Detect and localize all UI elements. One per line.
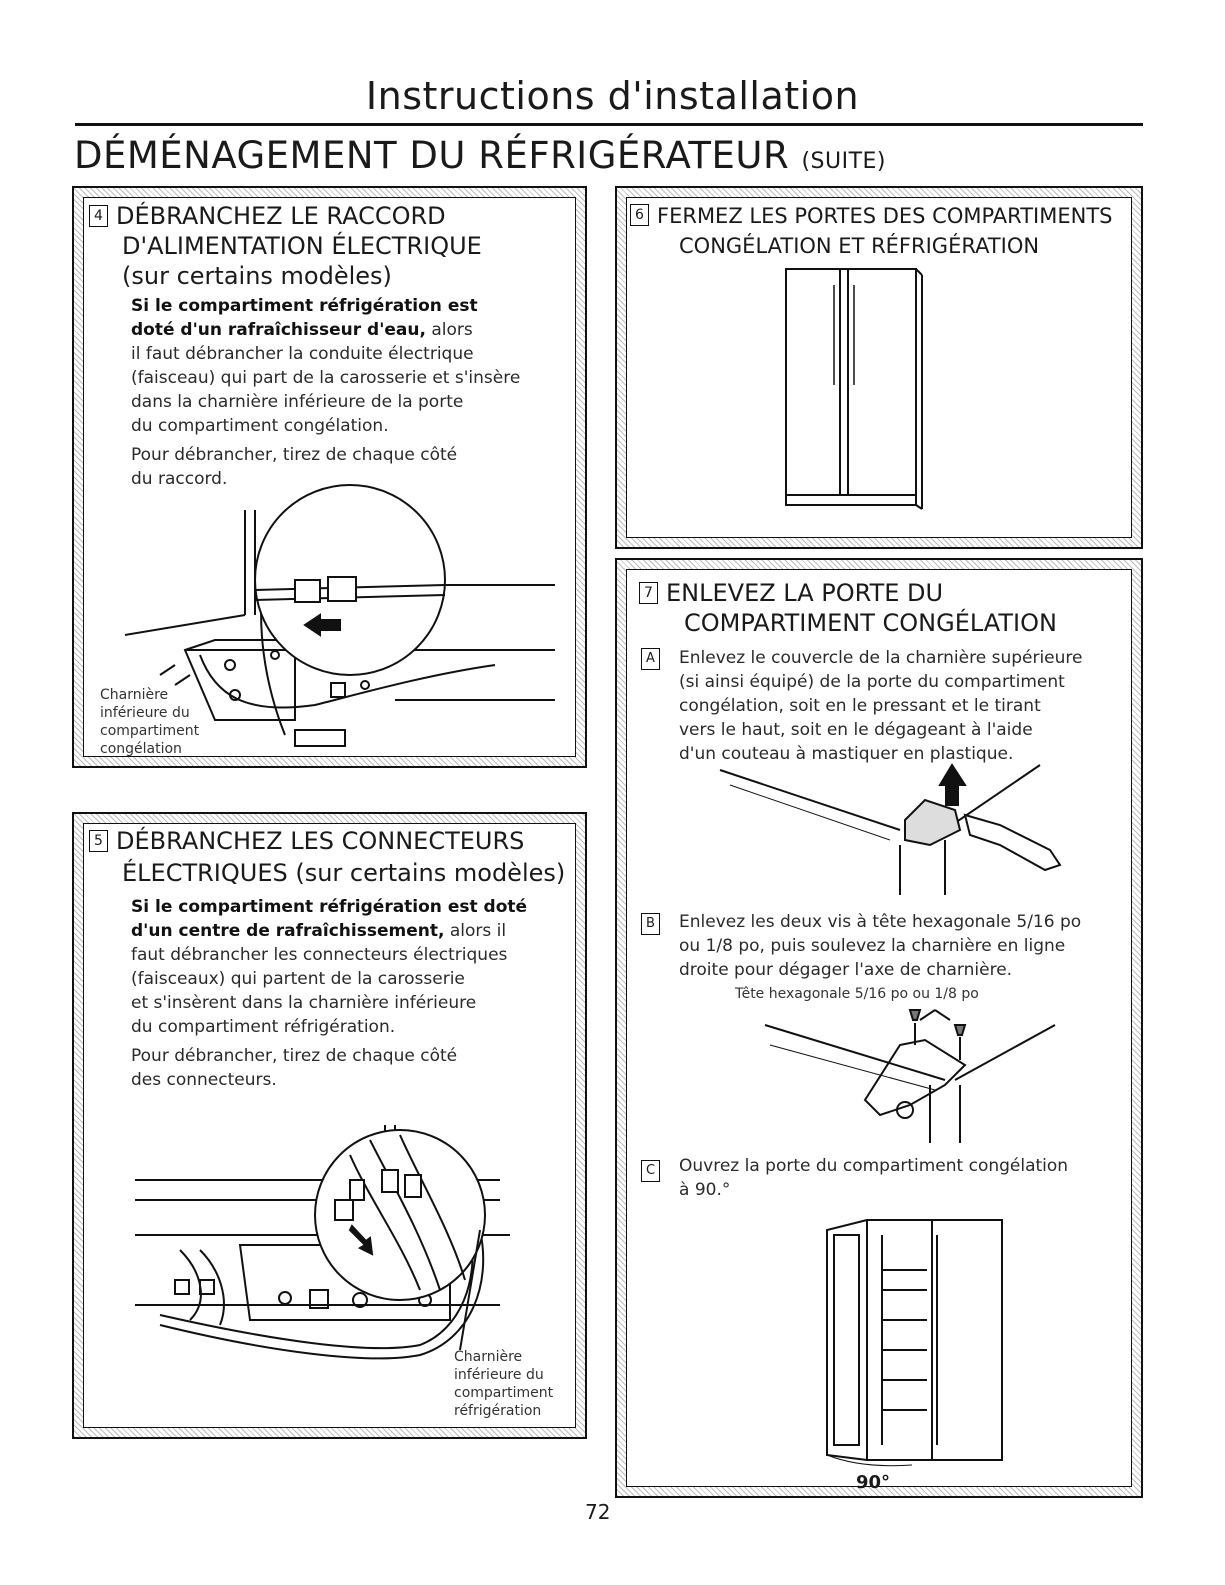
- step-7a-text: [679, 646, 1082, 766]
- step-5-title: [89, 826, 524, 856]
- step-6-number: 6: [630, 204, 649, 226]
- step-7-title-line1: ENLEVEZ LA PORTE DU: [666, 579, 944, 607]
- step-4-bold-1: Si le compartiment réfrigération est: [131, 296, 478, 316]
- step-7c-text: [679, 1154, 1068, 1202]
- step-7b-line1: Enlevez les deux vis à tête hexagonale 5/16 po: [679, 912, 1082, 932]
- step-7a-line4: vers le haut, soit en le dégageant à l'aide: [679, 720, 1033, 740]
- step-7c-line1: Ouvrez la porte du compartiment congélation: [679, 1156, 1069, 1176]
- step-4-line5: dans la charnière inférieure de la porte: [131, 392, 464, 412]
- step-7-number: 7: [639, 582, 658, 604]
- step-4-label-3: compartiment: [100, 723, 200, 739]
- step-7c-angle-label: 90°: [856, 1472, 891, 1493]
- step-5-title-line2: ÉLECTRIQUES (sur certains modèles): [122, 859, 566, 887]
- step-6-title-line2: CONGÉLATION ET RÉFRIGÉRATION: [679, 234, 1040, 258]
- section-title-suffix: (SUITE): [801, 149, 887, 174]
- step-7b-letter: B: [641, 913, 660, 935]
- step-4-line2-rest: alors: [425, 320, 473, 340]
- step-4-body: [131, 294, 520, 491]
- step-4-title-line3: (sur certains modèles): [122, 262, 392, 290]
- step-7a-letter: A: [641, 648, 660, 670]
- step-4-line3: il faut débrancher la conduite électrique: [131, 344, 474, 364]
- step-5-body: [131, 895, 527, 1092]
- step-4-number: 4: [89, 205, 108, 227]
- step-7a-line5: d'un couteau à mastiquer en plastique.: [679, 744, 1014, 764]
- step-7b-line3: droite pour dégager l'axe de charnière.: [679, 960, 1013, 980]
- step-7-title-line2: COMPARTIMENT CONGÉLATION: [684, 609, 1057, 637]
- step-4-line8: du raccord.: [131, 469, 228, 489]
- step-4-line4: (faisceau) qui part de la carosserie et s'insère: [131, 368, 521, 388]
- page-header: Instructions d'installation: [365, 74, 860, 118]
- step-7c-fridge-open-illustration: [812, 1215, 1012, 1470]
- step-5-line4: (faisceaux) qui partent de la carosserie: [131, 969, 465, 989]
- step-6-fridge-illustration: [784, 265, 924, 515]
- step-7a-line2: (si ainsi équipé) de la porte du compartiment: [679, 672, 1065, 692]
- step-5-bold-1: Si le compartiment réfrigération est doté: [131, 897, 528, 917]
- step-7-title: [639, 578, 943, 608]
- step-5-title-line1: DÉBRANCHEZ LES CONNECTEURS: [116, 827, 525, 855]
- step-4-label-1: Charnière: [100, 687, 169, 703]
- step-5-line8: des connecteurs.: [131, 1070, 277, 1090]
- step-5-label-3: compartiment: [454, 1385, 554, 1401]
- step-5-number: 5: [89, 830, 108, 852]
- step-7a-line3: congélation, soit en le pressant et le tirant: [679, 696, 1041, 716]
- step-4-title-line1: DÉBRANCHEZ LE RACCORD: [116, 202, 446, 230]
- step-7b-hinge-illustration: [755, 1005, 1065, 1145]
- step-6-title-line1: FERMEZ LES PORTES DES COMPARTIMENTS: [657, 204, 1113, 228]
- step-6-title: [630, 201, 1113, 231]
- step-5-label-4: réfrigération: [454, 1403, 542, 1419]
- header-rule: [75, 123, 1143, 126]
- step-5-line6: du compartiment réfrigération.: [131, 1017, 396, 1037]
- page-number: 72: [585, 1500, 611, 1524]
- step-5-label: [454, 1348, 553, 1420]
- step-4-label-4: congélation: [100, 741, 182, 757]
- step-4-line7: Pour débrancher, tirez de chaque côté: [131, 445, 458, 465]
- step-7b-line2: ou 1/8 po, puis soulevez la charnière en ligne: [679, 936, 1066, 956]
- step-5-label-2: inférieure du: [454, 1367, 544, 1383]
- step-5-line7: Pour débrancher, tirez de chaque côté: [131, 1046, 458, 1066]
- step-5-bold-2: d'un centre de rafraîchissement,: [131, 921, 445, 941]
- step-4-bold-2: doté d'un rafraîchisseur d'eau,: [131, 320, 426, 340]
- step-7b-caption: Tête hexagonale 5/16 po ou 1/8 po: [735, 986, 979, 1002]
- section-title: [74, 134, 886, 177]
- step-5-line5: et s'insèrent dans la charnière inférieure: [131, 993, 477, 1013]
- step-5-label-1: Charnière: [454, 1349, 523, 1365]
- step-4-label: [100, 686, 199, 758]
- step-7c-line2: à 90.°: [679, 1180, 731, 1200]
- step-5-line3: faut débrancher les connecteurs électriques: [131, 945, 508, 965]
- step-7a-hinge-illustration: [700, 760, 1090, 900]
- step-4-title: [89, 201, 446, 231]
- section-title-text: DÉMÉNAGEMENT DU RÉFRIGÉRATEUR: [74, 134, 790, 177]
- step-7c-letter: C: [641, 1160, 660, 1182]
- step-4-title-line2: D'ALIMENTATION ÉLECTRIQUE: [122, 232, 482, 260]
- step-7a-line1: Enlevez le couvercle de la charnière supérieure: [679, 648, 1083, 668]
- step-4-label-2: inférieure du: [100, 705, 190, 721]
- step-7b-text: [679, 910, 1081, 982]
- step-5-line2-rest: alors il: [444, 921, 507, 941]
- step-4-line6: du compartiment congélation.: [131, 416, 389, 436]
